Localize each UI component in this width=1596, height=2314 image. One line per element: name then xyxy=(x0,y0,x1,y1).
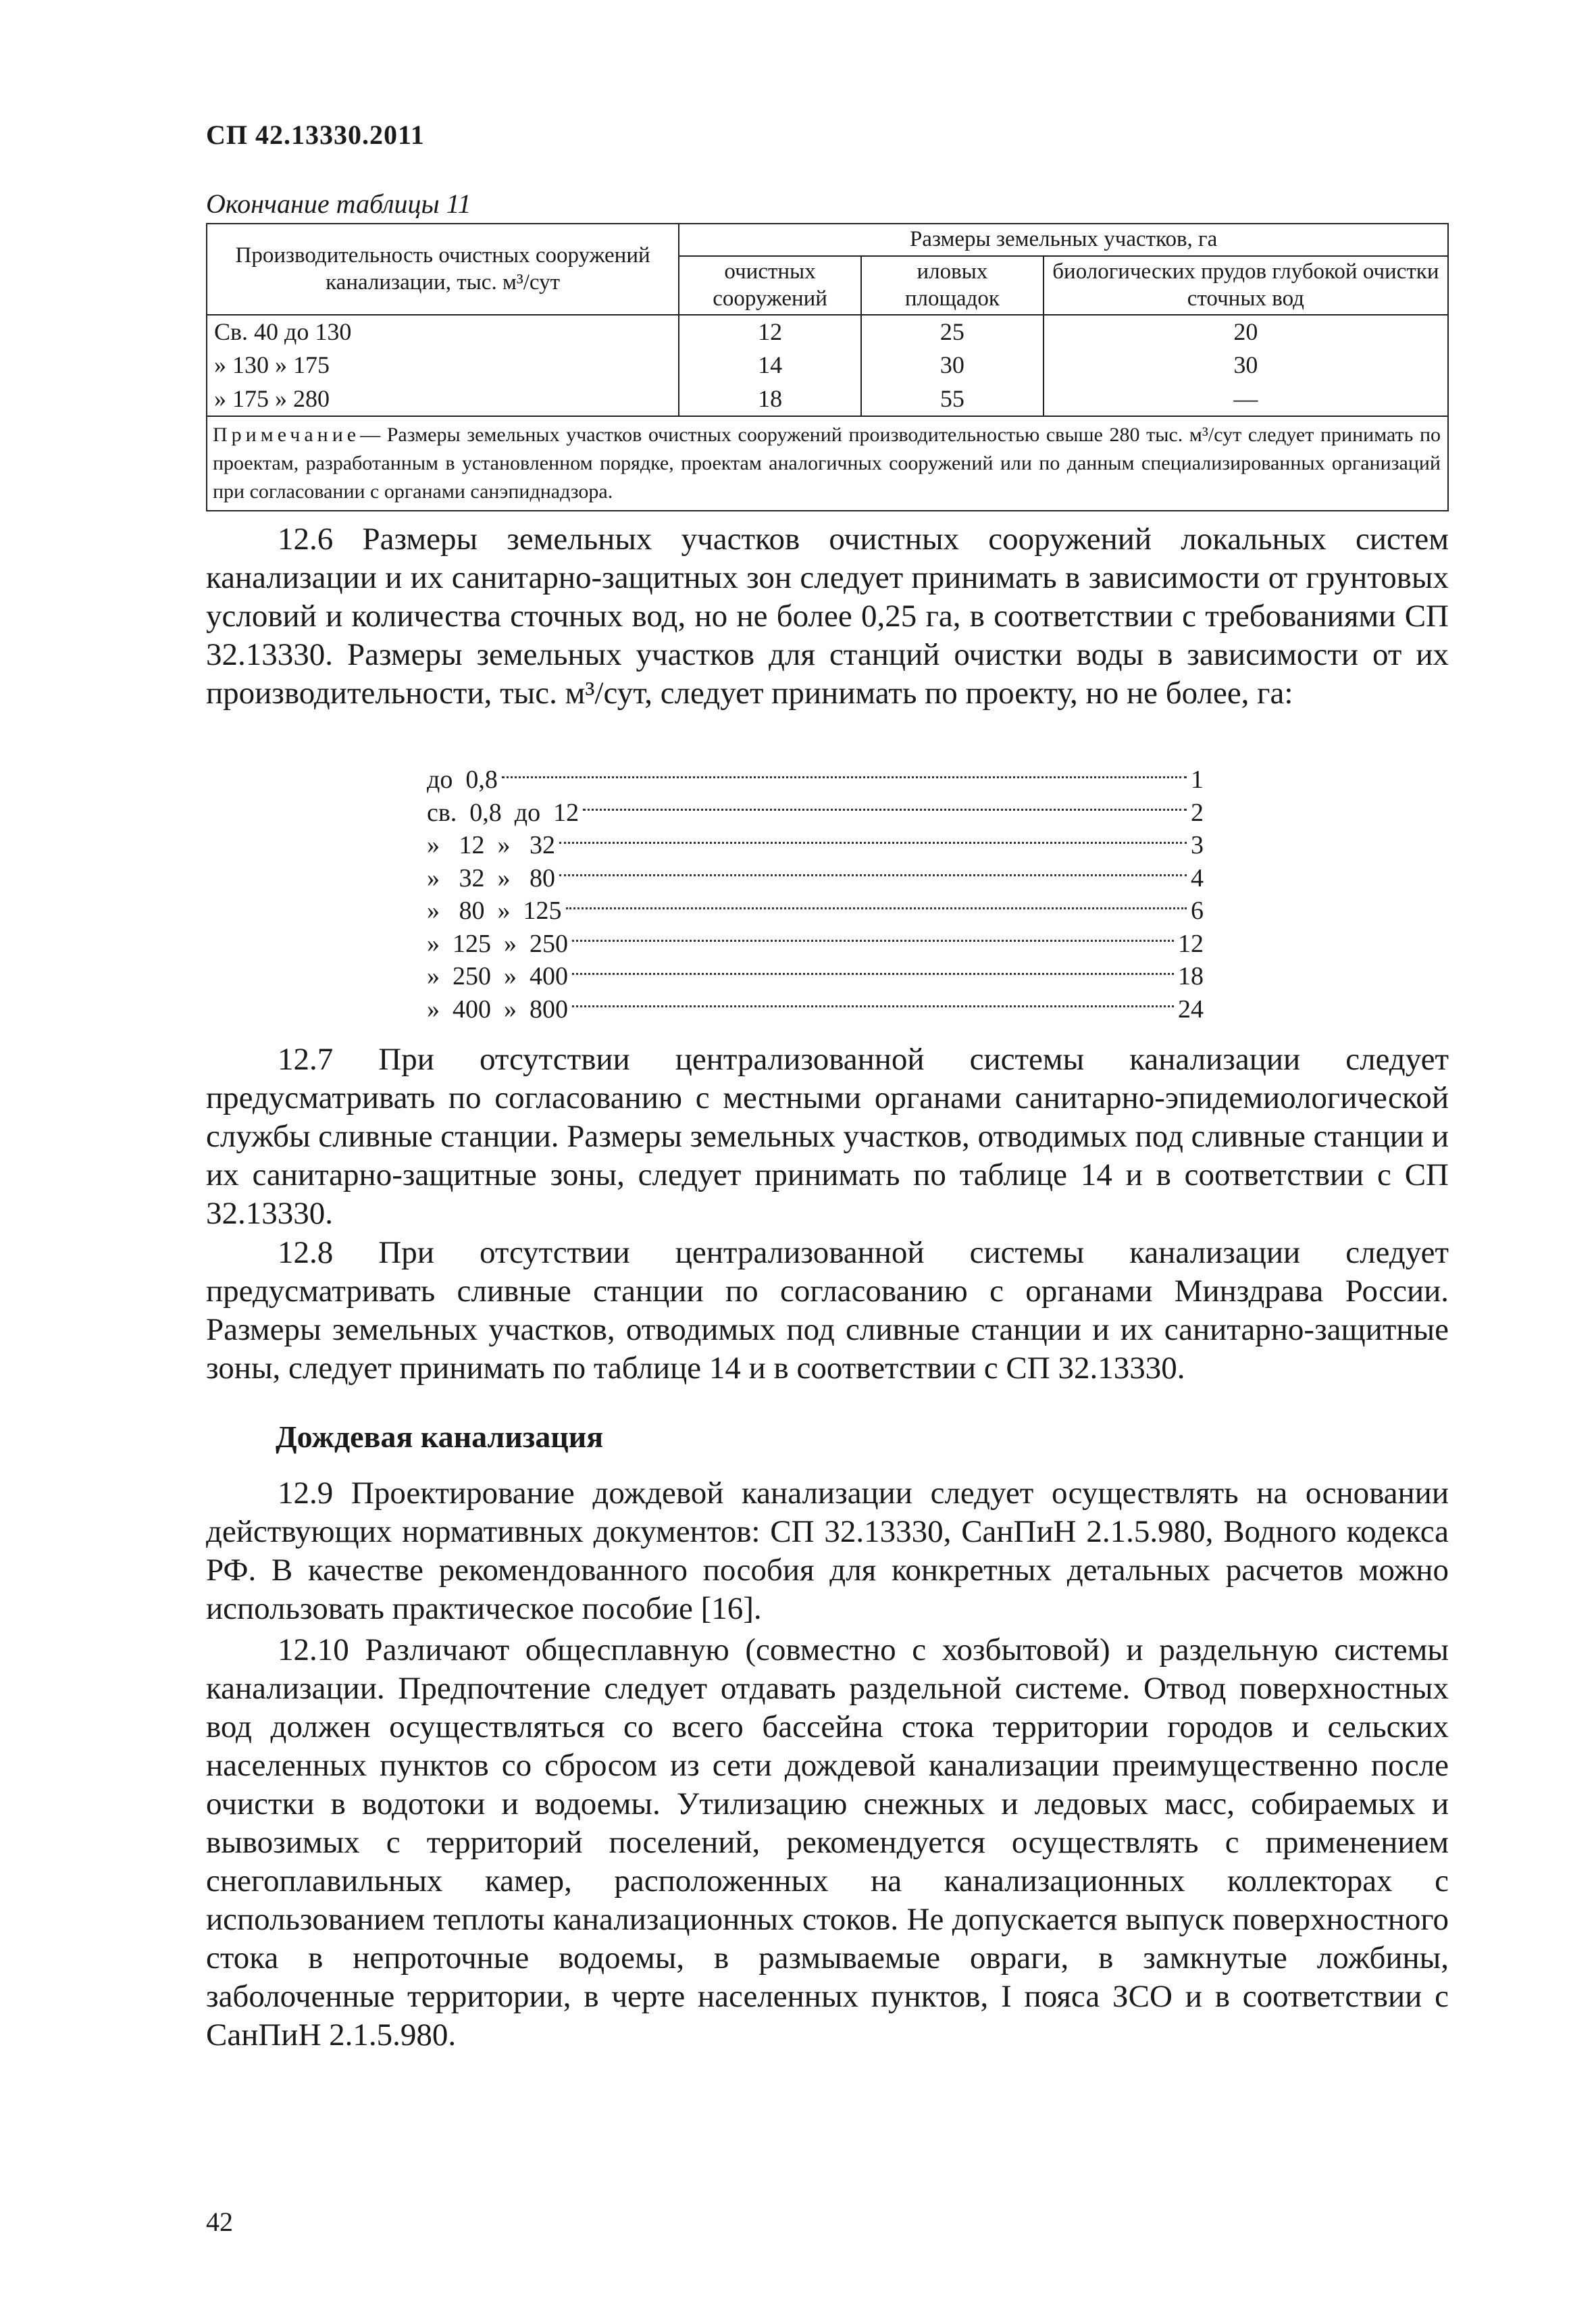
document-header: СП 42.13330.2011 xyxy=(206,120,425,150)
cell-value: 25 xyxy=(861,315,1044,349)
leader-dots xyxy=(572,940,1174,942)
leader-dots xyxy=(583,809,1187,811)
cell-value: 12 xyxy=(679,315,861,349)
page-number: 42 xyxy=(206,2207,233,2237)
cell-value: 30 xyxy=(861,349,1044,382)
table-row xyxy=(207,315,1448,349)
paragraph-12-7: 12.7 При отсутствии централизованной системы канализации следует предусматривать по согласованию с местными органами санитарно-эпидемиологической службы сливные станции. Размеры земельных участков, отводимых под сливные станции и их санитарно-защитные зоны, следует принимать по таблице 14 и в соответствии с СП 32.13330. xyxy=(206,1042,1449,1231)
col-header-facilities: очистных сооружений xyxy=(679,256,861,315)
list-item-label: » 80 » 125 xyxy=(427,897,562,926)
section-heading: Дождевая канализация xyxy=(276,1419,604,1454)
cell-value: 30 xyxy=(1044,349,1448,382)
row-label: Св. 40 до 130 xyxy=(207,315,679,349)
cell-value: 55 xyxy=(861,382,1044,416)
list-item-label: » 12 » 32 xyxy=(427,831,555,860)
leader-dots xyxy=(559,874,1187,876)
list-item-value: 2 xyxy=(1191,798,1204,827)
col-header-bio-ponds: биологических прудов глубокой очистки сточных вод xyxy=(1044,256,1448,315)
cell-value: 18 xyxy=(679,382,861,416)
cell-value: — xyxy=(1044,382,1448,416)
paragraph-12-6: 12.6 Размеры земельных участков очистных сооружений локальных систем канализации и их санитарно-защитных зон следует принимать в зависимости от грунтовых условий и количества сточных вод, но не более 0,25 га, в соответствии с требованиями СП 32.13330. Размеры земельных участков для станций очистки воды в зависимости от их производительности, тыс. м³/сут, следует принимать по проекту, но не более, га: xyxy=(206,522,1449,711)
table-row xyxy=(207,382,1448,416)
note-text: — Размеры земельных участков очистных сооружений производительностью свыше 280 тыс. м³/сут следует принимать по проектам, разработанным в установленном порядке, проектам аналогичных сооружений или по данным специализированных организаций при согласовании с органами санэпиднадзора. xyxy=(213,423,1441,503)
leader-dots xyxy=(572,1005,1174,1007)
list-item-label: св. 0,8 до 12 xyxy=(427,798,580,827)
table-note xyxy=(207,416,1448,511)
list-item-label: » 250 » 400 xyxy=(427,962,568,991)
leader-dots xyxy=(559,842,1187,844)
list-item xyxy=(427,895,1204,928)
paragraph-12-8: 12.8 При отсутствии централизованной системы канализации следует предусматривать сливные станции по согласованию с органами Минздрава России. Размеры земельных участков, отводимых под сливные станции и их санитарно-защитные зоны, следует принимать по таблице 14 и в соответствии с СП 32.13330. xyxy=(206,1235,1449,1386)
list-item-label: до 0,8 xyxy=(427,765,498,795)
table-11 xyxy=(206,223,1449,511)
list-item-value: 4 xyxy=(1191,863,1204,892)
list-item-value: 12 xyxy=(1178,929,1204,958)
list-item-value: 18 xyxy=(1178,962,1204,991)
leader-dots xyxy=(572,973,1174,975)
col-header-group: Размеры земельных участков, га xyxy=(679,224,1448,256)
list-item xyxy=(427,862,1204,895)
col-header-sludge-beds: иловых площадок xyxy=(861,256,1044,315)
list-item-value: 1 xyxy=(1191,765,1204,795)
list-item xyxy=(427,928,1204,961)
table-caption: Окончание таблицы 11 xyxy=(206,188,471,219)
col-header-capacity: Производительность очистных сооружений канализации, тыс. м³/сут xyxy=(207,224,679,315)
leader-dots xyxy=(566,907,1187,909)
leader-dots xyxy=(502,776,1187,778)
paragraph-12-10: 12.10 Различают общесплавную (совместно с хозбытовой) и раздельную системы канализации. Предпочтение следует отдавать раздельной системе. Отвод поверхностных вод должен осуществляться со всего бассейна стока территории городов и сельских населенных пунктов со сбросом из сети дождевой канализации преимущественно после очистки в водотоки и водоемы. Утилизацию снежных и ледовых масс, собираемых и вывозимых с территорий поселений, рекомендуется осуществлять с применением снегоплавильных камер, расположенных на канализационных коллекторах с использованием теплоты канализационных стоков. Не допускается выпуск поверхностного стока в непроточные водоемы, в размываемые овраги, в замкнутые ложбины, заболоченные территории, в черте населенных пунктов, I пояса ЗСО и в соответствии с СанПиН 2.1.5.980. xyxy=(206,1632,1449,2053)
row-label: » 130 » 175 xyxy=(207,349,679,382)
row-label: » 175 » 280 xyxy=(207,382,679,416)
area-list xyxy=(427,763,1204,1026)
list-item xyxy=(427,763,1204,797)
paragraph-12-9: 12.9 Проектирование дождевой канализации следует осуществлять на основании действующих нормативных документов: СП 32.13330, СанПиН 2.1.5.980, Водного кодекса РФ. В качестве рекомендованного пособия для конкретных детальных расчетов можно использовать практическое пособие [16]. xyxy=(206,1476,1449,1626)
list-item xyxy=(427,829,1204,862)
list-item-value: 6 xyxy=(1191,897,1204,926)
list-item-value: 3 xyxy=(1191,831,1204,860)
list-item-label: » 32 » 80 xyxy=(427,863,555,892)
list-item-label: » 125 » 250 xyxy=(427,929,568,958)
table-row xyxy=(207,349,1448,382)
list-item-label: » 400 » 800 xyxy=(427,995,568,1024)
cell-value: 14 xyxy=(679,349,861,382)
list-item xyxy=(427,797,1204,830)
note-prefix: Примечание xyxy=(213,423,361,446)
list-item xyxy=(427,960,1204,993)
list-item-value: 24 xyxy=(1178,995,1204,1024)
cell-value: 20 xyxy=(1044,315,1448,349)
list-item xyxy=(427,993,1204,1026)
